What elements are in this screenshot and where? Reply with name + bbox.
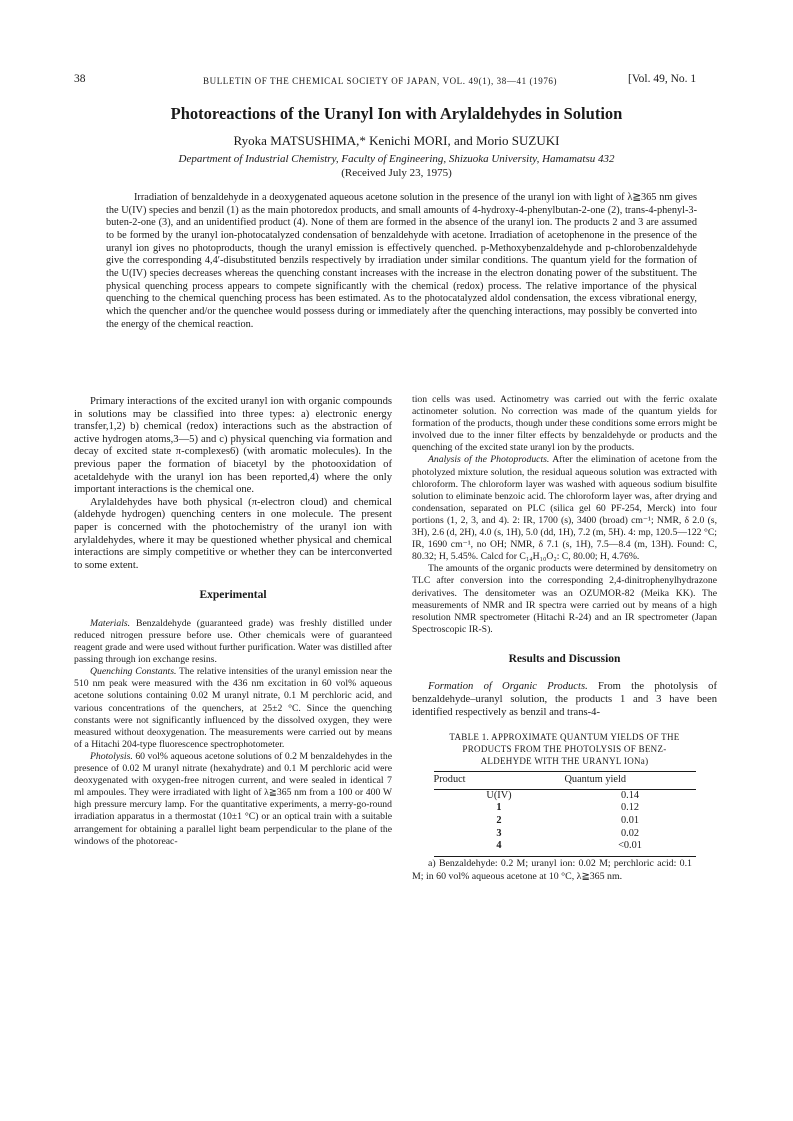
formation-text: From the photolysis of benzaldehyde–uranyl solution, the products 1 and 3 have been identified respectively as benzil and trans-4- <box>412 681 717 718</box>
analysis-text: After the elimination of acetone from the photolyzed mixture solution, the residual aqueous solution was extracted with chloroform. The chloroform layer was washed with aqueous sodium bisulfite solution to eliminate benzoic acid. The chloroform layer was, after drying and condensation, separated on PLC (silica gel 60 PF-254, Merck) into four portions (1, 2, 3, and 4). 2: IR, 1700 (s), 3400 (broad) cm⁻¹; NMR, δ 2.0 (s, 3H), 2.6 (d, 2H), 4.0 (s, 1H), 5.0 (dd, 1H), 7.2 (m, 5H). 4: mp, 120.5—122 °C; IR, 1690 cm⁻¹, no OH; NMR, δ 7.1 (s, 1H), 7.5—8.4 (m, 13H). Found: C, 80.32; H, 5.45%. Calcd for C₁₄H₁₀O₂: C, 80.00; H, 4.76%. <box>412 454 717 563</box>
quenching-paragraph <box>74 666 392 751</box>
quenching-text: The relative intensities of the uranyl emission near the 510 nm peak were measured with the 436 nm excitation in 60 vol% aqueous acetone solutions containing 0.02 M uranyl nitrate, 0.1 M perchloric acid, and various concentrations of the quenchers, at 25±2 °C. Since the quenching constants were not significantly influenced by the dissolved oxygen, they were measured without deoxygenation. The measurements were carried out by means of a Hitachi 204-type fluorescence spectrophotometer. <box>74 666 392 750</box>
experimental-heading: Experimental <box>199 589 267 602</box>
table-caption-line-1: TABLE 1. APPROXIMATE QUANTUM YIELDS OF THE <box>449 732 680 743</box>
table-row <box>434 828 696 841</box>
intro-paragraph-2: Arylaldehydes have both physical (π-electron cloud) and chemical (aldehyde hydrogen) quenching centers in one molecule. The present paper is concerned with the photochemistry of the uranyl ion with arylaldehydes, where it may be questioned whether physical and chemical interactions are simply competitive or whether they can be interconverted to some extent. <box>74 496 392 571</box>
photolysis-continued: tion cells was used. Actinometry was carried out with the ferric oxalate actinometer solution. No correction was made of the quantum yields for formation of the products, though under these conditions some errors might be involved due to the inner filter effects by benzaldehyde or products and the quenching of the excited state uranyl ion by the products. <box>412 394 717 454</box>
table-footnote: a) Benzaldehyde: 0.2 M; uranyl ion: 0.02 M; perchloric acid: 0.1 M; in 60 vol% aqueous acetone at 10 °C, λ≧365 nm. <box>412 857 692 882</box>
photolysis-text: 60 vol% aqueous acetone solutions of 0.2 M benzaldehydes in the presence of 0.02 M uranyl nitrate (hexahydrate) and 0.1 M perchloric acid were deoxygenated with oxygen-free nitrogen current, and were sealed in identical 7 ml ampoules. They were irradiated with light of λ≧365 nm from a 100 or 400 W high pressure mercury lamp. For the quantitative experiments, a merry-go-round irradiation apparatus in a thermostat (10±1 °C) or an optical train with a suitable arrangement for obtaining a parallel light beam perpendicular to the plane of the windows of the photoreac- <box>74 750 393 847</box>
table-caption <box>412 731 717 767</box>
table-cell-yield: 0.14 <box>620 789 640 801</box>
table-cell-yield: <0.01 <box>565 840 696 856</box>
left-column <box>74 396 392 848</box>
formation-paragraph <box>412 681 717 719</box>
table-row <box>434 802 696 815</box>
intro-paragraph-1: Primary interactions of the excited uranyl ion with organic compounds in solutions may be classified into three types: a) electronic energy transfer,1,2) b) chemical (redox) interactions such as the abstraction of active hydrogen atoms,3—5) and c) physical quenching via formation and decay of excited state π-complexes6) (with aromatic molecules). In the previous paper the formation of biacetyl by the photooxidation of acetaldehyde with the uranyl ion has been reported,4) where the only important interactions is the chemical one. <box>74 396 392 496</box>
table-row <box>434 840 696 856</box>
running-header: BULLETIN OF THE CHEMICAL SOCIETY OF JAPAN, VOL. 49(1), 38—41 (1976) <box>203 76 558 86</box>
table-cell-yield: 0.02 <box>620 827 640 839</box>
paper-title: Photoreactions of the Uranyl Ion with Arylaldehydes in Solution <box>170 104 623 123</box>
table-cell-yield: 0.12 <box>620 802 640 814</box>
table-cell-product: 2 <box>496 815 502 827</box>
table-caption-line-3: ALDEHYDE WITH THE URANYL IONa) <box>480 756 649 767</box>
affiliation: Department of Industrial Chemistry, Faculty of Engineering, Shizuoka University, Hamamatsu 432 <box>178 153 615 165</box>
photolysis-runin: Photolysis. <box>90 750 133 762</box>
table-row <box>434 815 696 828</box>
author-list: Ryoka MATSUSHIMA,* Kenichi MORI, and Morio SUZUKI <box>233 133 560 148</box>
table-row <box>434 789 696 802</box>
table-header-product: Product <box>434 772 565 790</box>
analysis-runin: Analysis of the Photoproducts. <box>428 454 550 466</box>
table-cell-yield: 0.01 <box>620 815 640 827</box>
table-caption-line-2: PRODUCTS FROM THE PHOTOLYSIS OF BENZ- <box>462 744 667 755</box>
amounts-paragraph: The amounts of the organic products were determined by densitometry on TLC after conversion into the corresponding 2,4-dinitrophenylhydrazone derivatives. The densitometer was an OZUMOR-82 (Meika KK). The measurements of NMR and IR spectra were carried out by means of a high resolution NMR spectrometer (Hitachi R-24) and an IR spectrometer (Japan Spectroscopic IR-S). <box>412 563 717 635</box>
results-heading: Results and Discussion <box>508 652 621 665</box>
analysis-paragraph <box>412 454 717 563</box>
table-header-row <box>434 772 696 790</box>
table-cell-product: 1 <box>496 802 502 814</box>
volume-reference: [Vol. 49, No. 1 <box>628 73 697 85</box>
page-number: 38 <box>74 73 86 85</box>
received-date: (Received July 23, 1975) <box>341 167 452 179</box>
materials-paragraph <box>74 618 392 666</box>
materials-text: Benzaldehyde (guaranteed grade) was freshly distilled under reduced nitrogen pressure before use. Other chemicals were of guaranteed reagent grade and were used without further purification. Water was distilled after passing through ion exchange resins. <box>74 617 392 666</box>
photolysis-paragraph <box>74 751 392 848</box>
table-cell-product: 3 <box>496 827 502 839</box>
right-column <box>412 394 717 883</box>
table-cell-product: U(IV) <box>486 789 512 801</box>
table-cell-product: 4 <box>434 840 565 856</box>
formation-runin: Formation of Organic Products. <box>428 681 588 693</box>
quantum-yield-table <box>434 771 696 857</box>
quenching-runin: Quenching Constants. <box>90 666 177 678</box>
abstract: Irradiation of benzaldehyde in a deoxygenated aqueous acetone solution in the presence of the uranyl ion with light of λ≧365 nm gives the U(IV) species and benzil (1) as the main photoredox products, and small amounts of 4-hydroxy-4-phenylbutan-2-one (2), trans-4-phenyl-3-buten-2-one (3), and an unidentified product (4). None of them are formed in the absence of the uranyl ion. The products 2 and 3 are assumed to be formed by the uranyl ion-photocatalyzed condensation of benzaldehyde with acetone. Irradiation of acetophenone in the presence of the uranyl ion gives no photoproducts, though the uranyl emission is effectively quenched. p-Methoxybenzaldehyde and p-chlorobenzaldehyde give the corresponding 4,4′-disubstituted benzils respectively by irradiation under similar conditions. The quantum yield for the formation of the U(IV) species decreases whereas the quenching constant increases with the increase in the electron donating power of the substituent. The physical quenching process appears to compete significantly with the chemical (redox) process. The relative importance of the physical quenching to the chemical quenching process has been estimated. As to the photocatalyzed aldol condensation, the excess vibrational energy, which the quencher and/or the quenchee would possess during or immediately after the quenching interactions, may possibly be converted into the energy of the chemical reaction. <box>106 192 697 330</box>
materials-runin: Materials. <box>90 617 131 629</box>
table-header-quantum-yield: Quantum yield <box>565 772 696 790</box>
